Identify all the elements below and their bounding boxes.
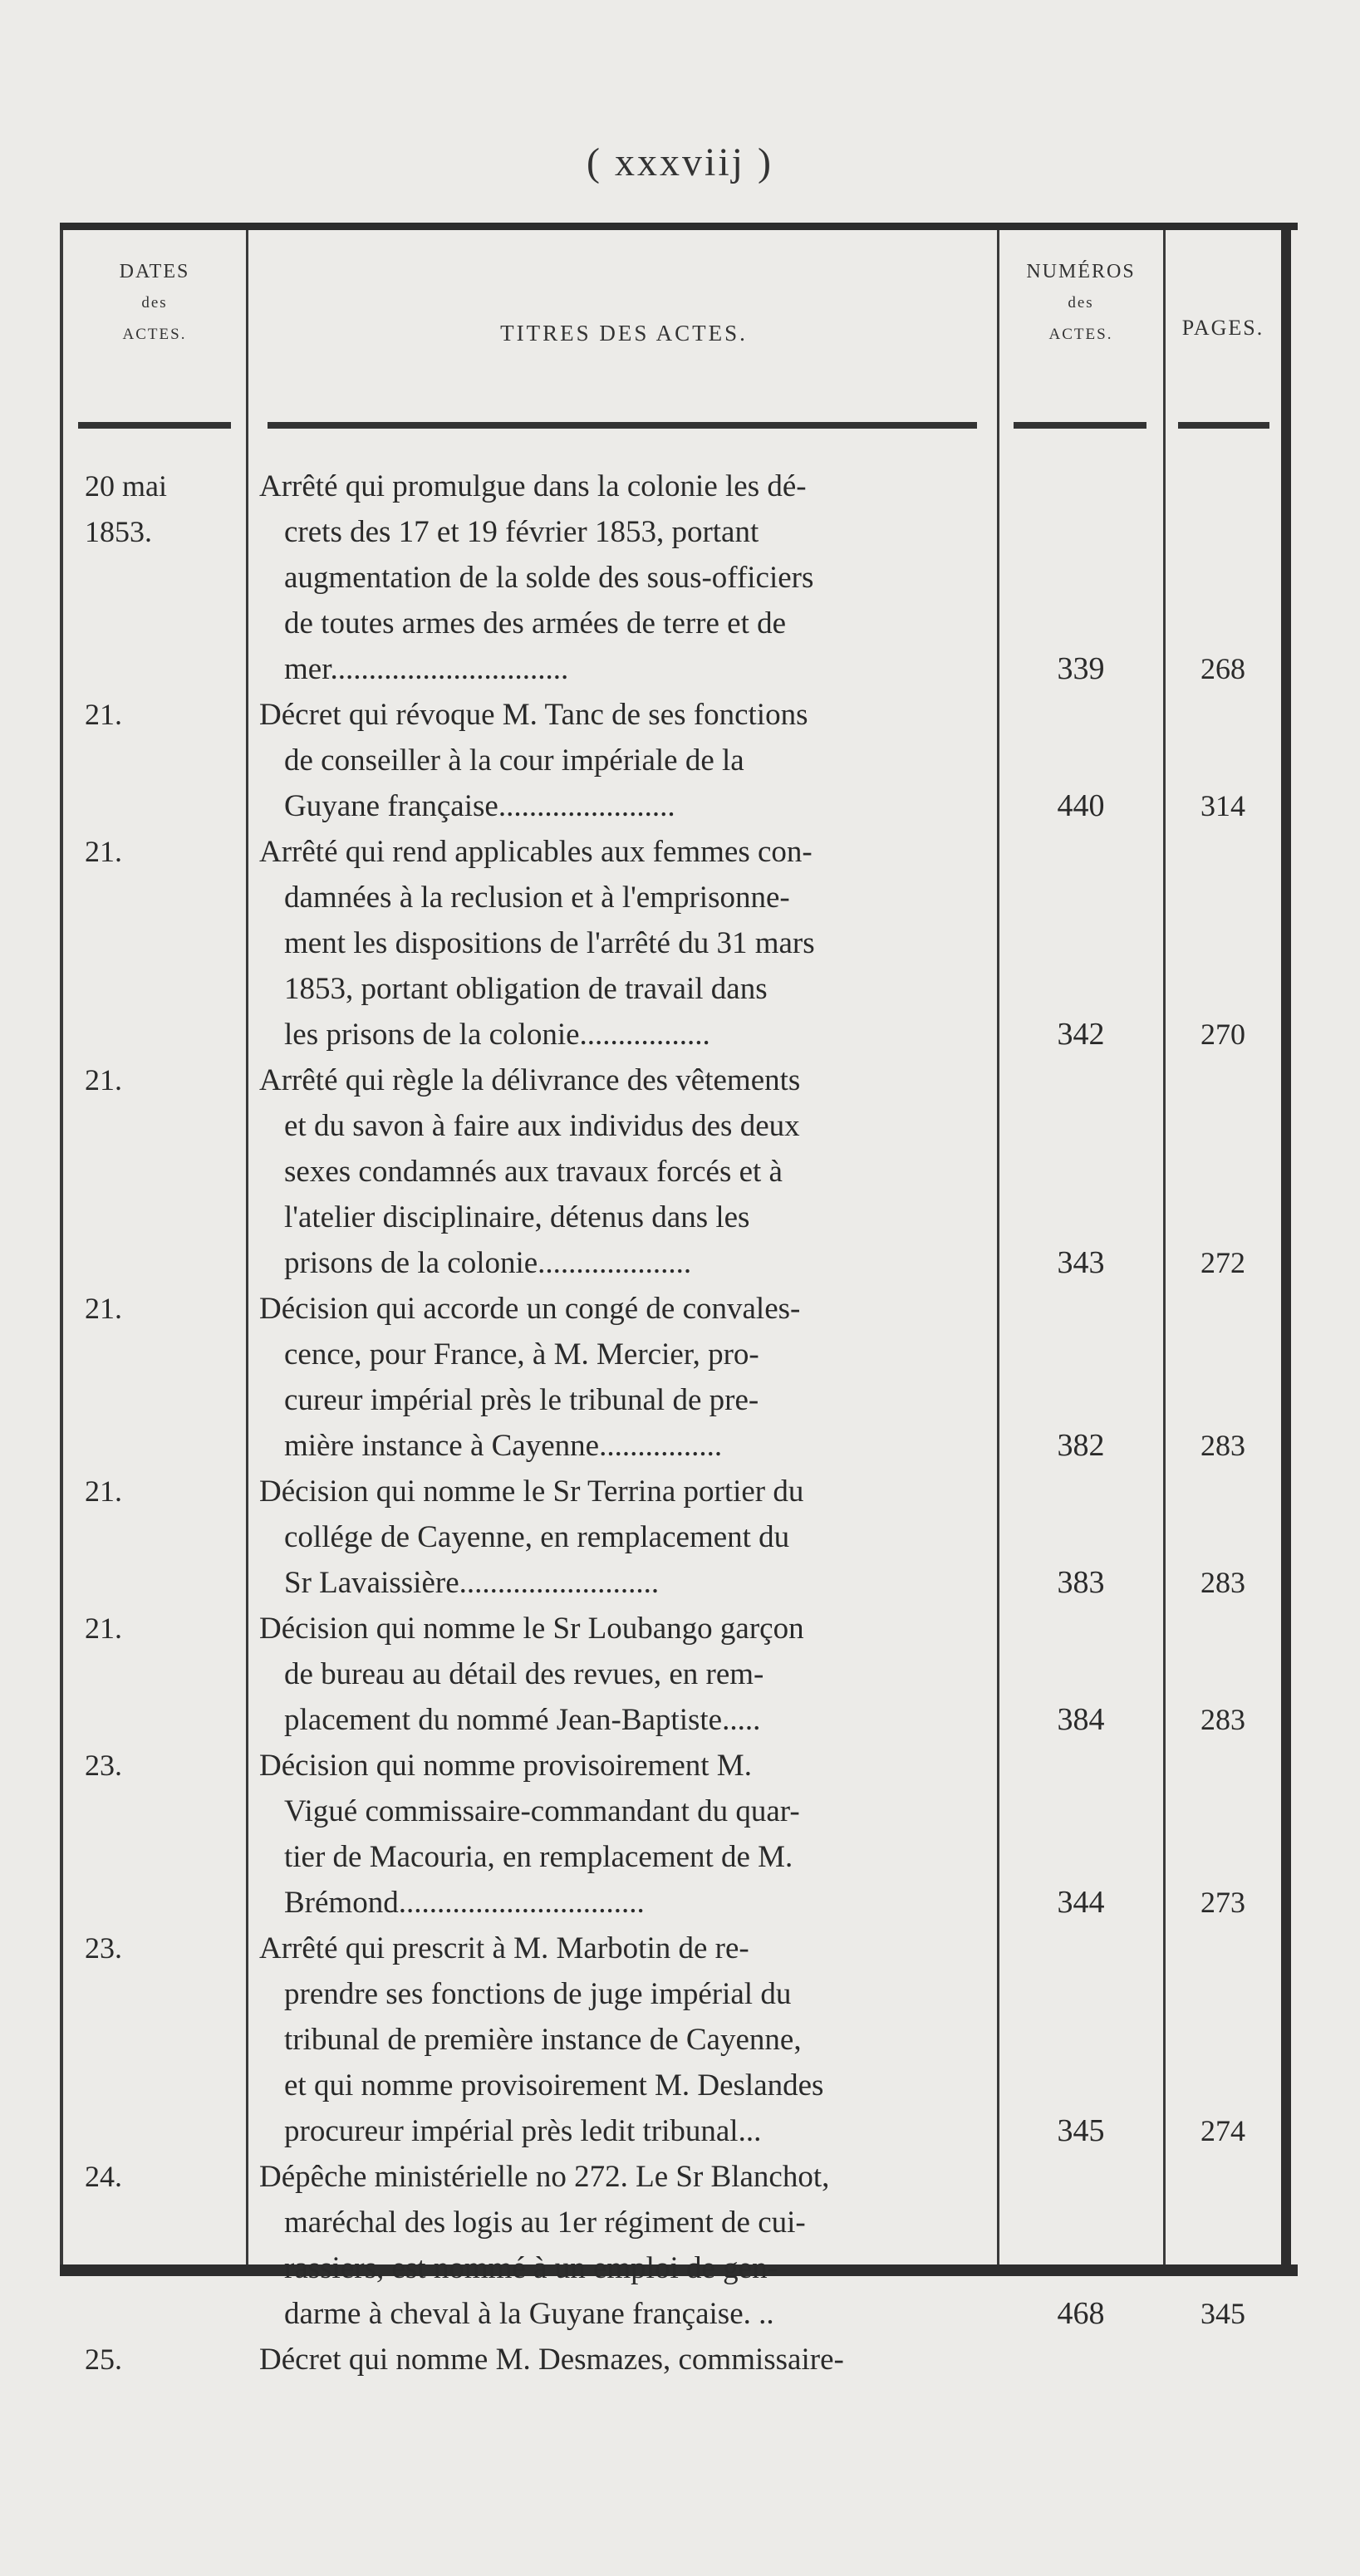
header-underline-numeros	[1014, 422, 1146, 429]
act-page: 268	[1200, 652, 1245, 685]
act-number: 384	[1057, 1702, 1105, 1737]
act-title: Décision qui nomme le Sr Loubango garçon de bureau au détail des revues, en rem- placement du nommé Jean-Baptiste.....	[259, 1612, 804, 1737]
table-row	[60, 1057, 1281, 1286]
act-number: 468	[1057, 2296, 1105, 2331]
header-pages: PAGES.	[1181, 316, 1264, 340]
act-page: 314	[1200, 789, 1245, 822]
act-date: 21.	[85, 1292, 122, 1325]
act-number: 343	[1057, 1245, 1105, 1280]
table-row	[60, 1286, 1281, 1469]
header-numeros	[999, 256, 1163, 351]
act-page: 345	[1200, 2297, 1245, 2330]
act-title: Décret qui nomme M. Desmazes, commissaire-	[259, 2343, 844, 2377]
act-title: Arrêté qui règle la délivrance des vêtements et du savon à faire aux individus des deux sexes condamnés aux travaux forcés et à l'atelier disciplinaire, détenus dans les prisons de la colonie....................	[259, 1063, 801, 1280]
act-page: 283	[1200, 1703, 1245, 1736]
act-date: 24.	[85, 2160, 122, 2193]
header-dates-line3: ACTES.	[122, 326, 187, 343]
act-number: 339	[1057, 651, 1105, 686]
header-numeros-line2: des	[1068, 294, 1094, 312]
act-number: 383	[1057, 1565, 1105, 1600]
header-dates-line2: des	[141, 294, 168, 312]
header-underline-pages	[1178, 422, 1269, 429]
act-date: 21.	[85, 698, 122, 731]
act-date: 21.	[85, 835, 122, 868]
table-right-border	[1281, 230, 1291, 2265]
table-row	[60, 2154, 1281, 2337]
table-row	[60, 829, 1281, 1057]
page-header: ( xxxviij )	[587, 140, 773, 184]
table-row	[60, 1606, 1281, 1743]
header-titles: TITRES DES ACTES.	[500, 321, 748, 346]
act-page: 283	[1200, 1566, 1245, 1599]
table-row	[60, 692, 1281, 829]
acts-table	[60, 223, 1298, 2377]
act-date: 23.	[85, 1931, 122, 1965]
table-row	[60, 1469, 1281, 1606]
act-page: 274	[1200, 2114, 1245, 2147]
table-row	[60, 1743, 1281, 1926]
act-number: 440	[1057, 788, 1105, 823]
act-page: 272	[1200, 1246, 1245, 1279]
act-date: 20 mai 1853.	[85, 469, 167, 548]
act-page: 283	[1200, 1429, 1245, 1462]
act-page: 270	[1200, 1018, 1245, 1051]
act-title: Arrêté qui rend applicables aux femmes con- damnées à la reclusion et à l'emprisonne- ment les dispositions de l'arrêté du 31 mars 1853, portant obligation de travail dans les prisons de la colonie.................	[259, 835, 815, 1052]
act-title: Décision qui nomme provisoirement M. Vigué commissaire-commandant du quar- tier de Macouria, en remplacement de M. Brémond................................	[259, 1749, 800, 1920]
header-underline-dates	[78, 422, 231, 429]
act-date: 25.	[85, 2343, 122, 2376]
act-title: Décret qui révoque M. Tanc de ses fonctions de conseiller à la cour impériale de la Guyane française.......................	[259, 698, 808, 823]
act-number: 345	[1057, 2113, 1105, 2148]
header-numeros-line1: NUMÉROS	[1026, 261, 1136, 282]
table-row	[60, 464, 1281, 692]
act-number: 382	[1057, 1428, 1105, 1463]
act-date: 21.	[85, 1612, 122, 1645]
act-date: 21.	[85, 1474, 122, 1508]
act-number: 344	[1057, 1885, 1105, 1920]
act-number: 342	[1057, 1017, 1105, 1052]
header-dates-line1: DATES	[119, 261, 190, 282]
act-title: Décision qui nomme le Sr Terrina portier du collége de Cayenne, en remplacement du Sr Lavaissière..........................	[259, 1474, 804, 1600]
header-underline-titles	[268, 422, 977, 429]
table-row	[60, 1926, 1281, 2154]
header-numeros-line3: ACTES.	[1048, 326, 1113, 343]
act-date: 23.	[85, 1749, 122, 1782]
act-title: Décision qui accorde un congé de convales- cence, pour France, à M. Mercier, pro- cureur impérial près le tribunal de pre- mière instance à Cayenne................	[259, 1292, 801, 1463]
table-body	[60, 464, 1281, 2382]
table-row	[60, 2337, 1281, 2382]
table-top-rule	[60, 223, 1298, 230]
act-date: 21.	[85, 1063, 122, 1097]
header-dates	[63, 256, 246, 351]
act-title: Arrêté qui promulgue dans la colonie les dé- crets des 17 et 19 février 1853, portant augmentation de la solde des sous-officiers de toutes armes des armées de terre et de mer...............................	[259, 469, 814, 686]
act-page: 273	[1200, 1886, 1245, 1919]
act-title: Dépêche ministérielle no 272. Le Sr Blanchot, maréchal des logis au 1er régiment de cui- rassiers, est nommé à un emploi de gen- darme à cheval à la Guyane française. ..	[259, 2160, 830, 2331]
act-title: Arrêté qui prescrit à M. Marbotin de re- prendre ses fonctions de juge impérial du tribunal de première instance de Cayenne, et qui nomme provisoirement M. Deslandes procureur impérial près ledit tribunal...	[259, 1931, 824, 2148]
